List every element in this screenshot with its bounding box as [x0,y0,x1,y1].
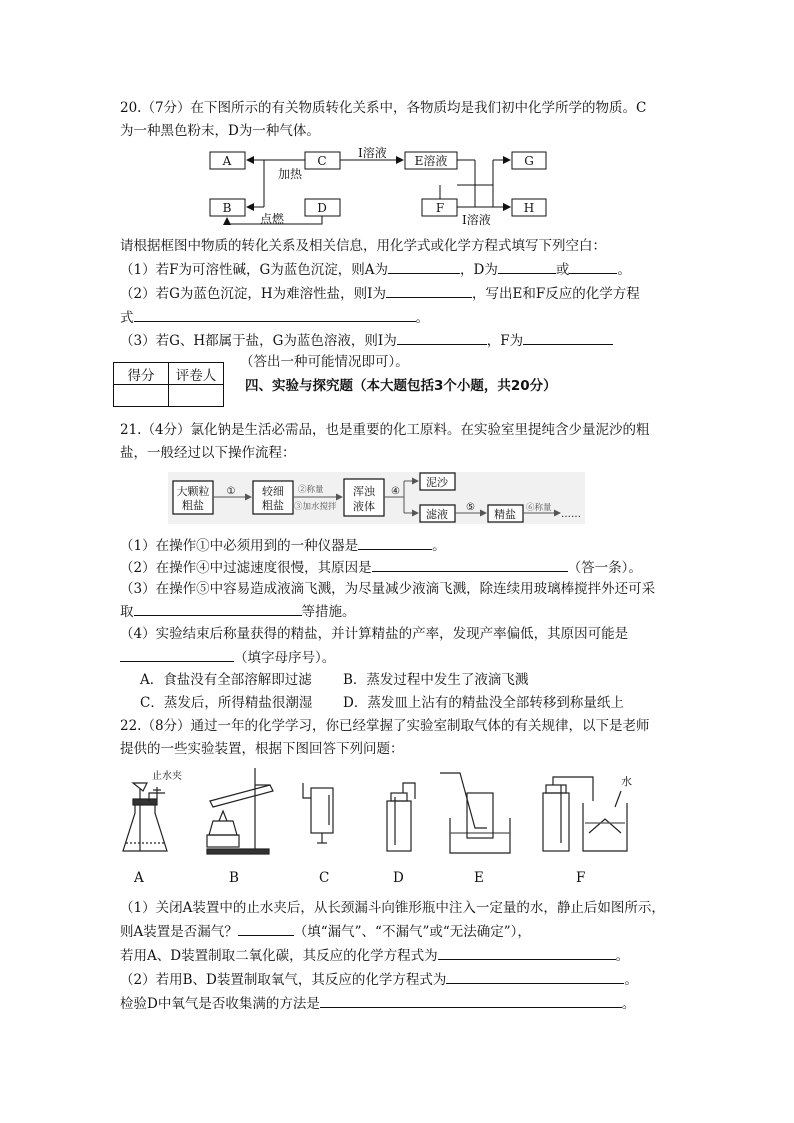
score-cell[interactable] [114,385,169,407]
q21-part2: （2）在操作④中过滤速度很慢，其原因是 （答一条）。 [120,557,642,578]
q20-stem-line1: 20.（7分）在下图所示的有关物质转化关系中，各物质均是我们初中化学所学的物质。C [120,100,647,116]
answer-blank[interactable] [120,647,234,662]
flow-step-4: ④ [391,486,400,497]
flow-mud: 泥沙 [426,476,448,489]
flow-dots: …… [561,509,581,520]
q21-flow-diagram [168,468,588,528]
label-d: D [317,201,327,215]
answer-blank[interactable] [388,259,460,274]
answer-blank[interactable] [523,330,613,345]
q22-apparatus-figure [115,763,655,863]
answer-blank[interactable] [358,535,432,550]
answer-blank[interactable] [134,307,416,322]
label-e: E [474,870,484,886]
q21-part3-cont: 取 等措施。 [120,601,356,622]
water-label: 水 [621,775,632,788]
flow-filtrate: 滤液 [426,508,448,521]
flow-pure-salt: 精盐 [494,508,516,521]
q20-stem-line2: 为一种黑色粉末，D为一种气体。 [120,123,320,139]
apparatus-a [123,769,182,851]
apparatus-b [207,768,273,854]
apparatus-e [440,773,510,853]
label-c: C [317,154,327,168]
label-e: E溶液 [414,154,448,168]
apparatus-f [543,774,632,851]
label-f: F [576,870,586,886]
flow-step-2: ②称量 [298,485,324,495]
option-c[interactable]: C．蒸发后，所得精盐很潮湿 [140,695,313,711]
q22-part2: （2）若用B、D装置制取氧气，其反应的化学方程式为 。 [120,969,638,990]
flow-turbid-1: 浑浊 [353,485,375,498]
flow-coarse-salt-2: 粗盐 [182,499,204,512]
q22-part2-cont: 检验D中氧气是否收集满的方法是 。 [120,993,635,1014]
label-f: F [435,201,445,215]
answer-blank[interactable] [386,283,472,298]
q21-stem-line1: 21.（4分）氯化钠是生活必需品，也是重要的化工原料。在实验室里提纯含少量泥沙的粗 [120,422,650,438]
option-a[interactable]: A．食盐没有全部溶解即过滤 [140,672,312,688]
q22-stem-line1: 22.（8分）通过一年的化学学习，你已经掌握了实验室制取气体的有关规律，以下是老师 [120,718,650,734]
answer-blank[interactable] [397,330,487,345]
q20-part3-note: （答出一种可能情况即可）。 [240,354,409,370]
label-b: B [229,870,239,886]
flow-coarse-salt-1: 大颗粒 [176,485,210,498]
answer-blank[interactable] [569,259,617,274]
flow-fine-salt-1: 较细 [262,485,284,498]
answer-blank[interactable] [320,993,622,1008]
score-label: 得分 [114,363,169,385]
q21-part3: （3）在操作⑤中容易造成液滴飞溅，为尽量减少液滴飞溅，除连续用玻璃棒搅拌外还可采 [120,581,656,597]
flow-step-6: ⑥称量 [526,503,552,513]
answer-blank[interactable] [134,601,302,616]
clamp-label: 止水夹 [152,771,182,782]
flow-step-5: ⑤ [466,502,475,513]
grader-cell[interactable] [169,385,224,407]
q21-part4-cont: （填字母序号）。 [120,647,335,668]
label-c: C [319,870,330,886]
q20-part3: （3）若G、H都属于盐，G为蓝色溶液，则I为 ，F为 [120,330,613,351]
q21-part1: （1）在操作①中必须用到的一种仪器是 。 [120,535,446,556]
q21-stem-line2: 盐，一般经过以下操作流程： [120,445,296,461]
answer-blank[interactable] [238,921,294,936]
flow-fine-salt-2: 粗盐 [262,499,284,512]
flow-step-1: ① [226,486,236,497]
q20-part2: （2）若G为蓝色沉淀，H为难溶性盐，则I为 ，写出E和F反应的化学方程 [120,283,640,304]
apparatus-c [303,783,333,843]
flow-step-3: ③加水搅拌 [294,502,337,512]
q22-stem-line2: 提供的一些实验装置，根据下图回答下列问题： [120,741,404,757]
label-i-top: I溶液 [358,146,387,160]
label-a: A [222,154,232,168]
label-b: B [222,201,232,215]
label-i-bottom: I溶液 [462,213,491,227]
label-h: H [523,201,535,215]
q20-part1: （1）若F为可溶性碱，G为蓝色沉淀，则A为 ，D为 或 。 [120,259,631,280]
answer-blank[interactable] [498,259,556,274]
label-a: A [134,870,144,886]
q20-conversion-diagram [200,145,560,230]
answer-blank[interactable] [372,557,568,572]
score-table [113,362,224,407]
section-heading: 四、实验与探究题（本大题包括3个小题，共20分） [245,378,557,394]
q22-part1-cont: 则A装置是否漏气？ （填“漏气”、“不漏气”或“无法确定”）， [120,921,531,942]
label-d: D [393,870,404,886]
answer-blank[interactable] [446,969,624,984]
label-ignite: 点燃 [260,212,285,226]
q22-part1: （1）关闭A装置中的止水夹后，从长颈漏斗向锥形瓶中注入一定量的水，静止后如图所示， [120,900,665,916]
q20-part2-cont: 式 。 [120,307,429,328]
answer-blank[interactable] [438,945,616,960]
label-heat: 加热 [278,167,303,181]
q20-intro: 请根据框图中物质的转化关系及相关信息，用化学式或化学方程式填写下列空白： [120,238,606,254]
q21-part4: （4）实验结束后称量获得的精盐，并计算精盐的产率，发现产率偏低，其原因可能是 [120,626,629,642]
option-b[interactable]: B．蒸发过程中发生了液滴飞溅 [343,672,529,688]
label-g: G [524,154,534,168]
option-d[interactable]: D．蒸发皿上沾有的精盐没全部转移到称量纸上 [343,695,624,711]
flow-turbid-2: 液体 [353,500,375,513]
apparatus-d [387,783,415,851]
q22-part1-equation: 若用A、D装置制取二氧化碳，其反应的化学方程式为 。 [120,945,629,966]
grader-label: 评卷人 [169,363,224,385]
